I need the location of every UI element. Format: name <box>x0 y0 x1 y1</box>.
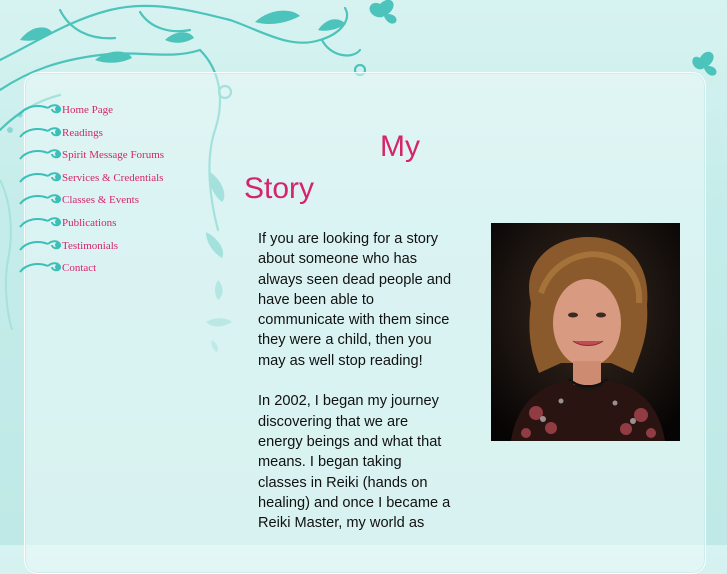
swirl-icon <box>18 125 62 141</box>
nav-item-readings[interactable] <box>18 123 208 146</box>
swirl-icon <box>18 147 62 163</box>
swirl-icon <box>18 260 62 276</box>
swirl-icon <box>18 192 62 208</box>
nav-label[interactable]: Readings <box>62 126 103 139</box>
story-text <box>258 229 454 554</box>
nav-label[interactable]: Contact <box>62 262 97 275</box>
nav-item-classes-events[interactable] <box>18 190 208 213</box>
portrait-image <box>491 223 680 441</box>
portrait-photo <box>491 223 680 441</box>
page-title-line1: My <box>380 130 420 163</box>
nav-item-services-credentials[interactable] <box>18 168 208 191</box>
nav-item-contact[interactable] <box>18 258 208 281</box>
nav-item-spirit-message-forums[interactable] <box>18 145 208 168</box>
nav-label[interactable]: Home Page <box>62 104 114 116</box>
nav-item-testimonials[interactable] <box>18 236 208 259</box>
nav-label[interactable]: Services & Credentials <box>62 171 164 184</box>
page-title-line2: Story <box>244 172 315 205</box>
nav-label[interactable]: Spirit Message Forums <box>62 149 165 162</box>
butterfly-icon <box>370 0 397 24</box>
nav-label[interactable]: Classes & Events <box>62 194 139 207</box>
swirl-icon <box>18 170 62 186</box>
main-navigation <box>18 100 208 281</box>
story-paragraph: If you are looking for a story about someone who has always seen dead people and have been able to communicate with them since they were a child, then you may as well stop reading! <box>258 231 452 369</box>
swirl-icon <box>18 215 62 231</box>
nav-item-home[interactable] <box>18 100 208 123</box>
nav-label[interactable]: Publications <box>62 216 117 229</box>
nav-item-publications[interactable] <box>18 213 208 236</box>
nav-label[interactable]: Testimonials <box>62 239 119 252</box>
story-paragraph: In 2002, I began my journey discovering that we are energy beings and what that means. I began taking classes in Reiki (hands on healing) and once I became a Reiki Master, my world as <box>258 393 451 532</box>
swirl-icon <box>18 238 62 254</box>
swirl-icon <box>18 102 62 118</box>
